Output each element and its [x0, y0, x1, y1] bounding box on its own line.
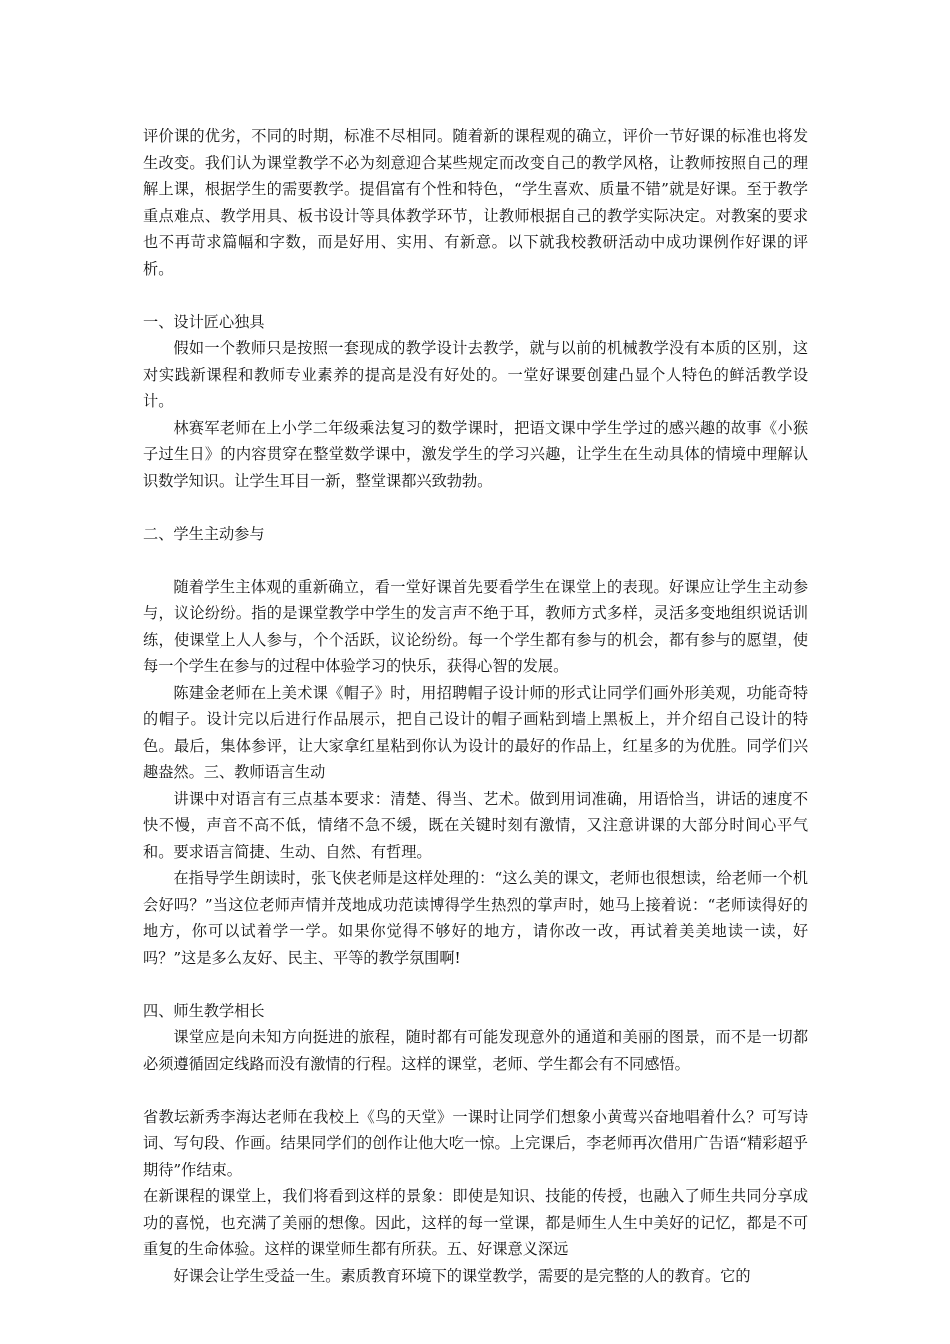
blank-line: [143, 547, 808, 574]
section1-paragraph-1: 假如一个教师只是按照一套现成的教学设计去教学，就与以前的机械教学没有本质的区别，这对实践新课程和教师专业素养的提高是没有好处的。一堂好课要创建凸显个人特色的鲜活教学设计。: [143, 339, 808, 410]
section2-paragraph-1: 随着学生主体观的重新确立，看一堂好课首先要看学生在课堂上的表现。好课应让学生主动参与，议论纷纷。指的是课堂教学中学生的发言声不绝于耳，教师方式多样，灵活多变地组织说话训练，使课堂上人人参与，个个活跃，议论纷纷。每一个学生都有参与的机会，都有参与的愿望，使每一个学生在参与的过程中体验学习的快乐，获得心智的发展。: [143, 577, 808, 675]
blank-line: [143, 971, 808, 998]
section4-paragraph-3: 在新课程的课堂上，我们将看到这样的景象：即使是知识、技能的传授，也融入了师生共同分享成功的喜悦，也充满了美丽的想像。因此，这样的每一堂课，都是师生人生中美好的记忆，都是不可重复的生命体验。这样的课堂师生都有所获。五、好课意义深远: [143, 1187, 808, 1258]
section1-paragraph-2: 林赛军老师在上小学二年级乘法复习的数学课时，把语文课中学生学过的感兴趣的故事《小猴子过生日》的内容贯穿在整堂数学课中，激发学生的学习兴趣，让学生在生动具体的情境中理解认识数学知识。让学生耳目一新，整堂课都兴致勃勃。: [143, 418, 808, 490]
section-heading-4: 四、师生教学相长: [143, 1001, 265, 1020]
section2-paragraph-2: 陈建金老师在上美术课《帽子》时，用招聘帽子设计师的形式让同学们画外形美观，功能奇特的帽子。设计完以后进行作品展示，把自己设计的帽子画粘到墙上黑板上，并介绍自己设计的特色。最后，集体参评，让大家拿红星粘到你认为设计的最好的作品上，红星多的为优胜。同学们兴趣盎然。三、教师语言生动: [143, 683, 808, 781]
section3-paragraph-1: 讲课中对语言有三点基本要求：清楚、得当、艺术。做到用词准确，用语恰当，讲话的速度不快不慢，声音不高不低，情绪不急不缓，既在关键时刻有激情，又注意讲课的大部分时间心平气和。要求语言简捷、生动、自然、有哲理。: [143, 789, 808, 861]
blank-line: [143, 1077, 808, 1104]
document-page: [143, 123, 808, 1289]
section-heading-1: 一、设计匠心独具: [143, 312, 265, 331]
intro-paragraph: 评价课的优劣，不同的时期，标准不尽相同。随着新的课程观的确立，评价一节好课的标准也将发生改变。我们认为课堂教学不必为刻意迎合某些规定而改变自己的教学风格，让教师按照自己的理解上课，根据学生的需要教学。提倡富有个性和特色，“学生喜欢、质量不错”就是好课。至于教学重点难点、教学用具、板书设计等具体教学环节，让教师根据自己的教学实际决定。对教案的要求也不再苛求篇幅和字数，而是好用、实用、有新意。以下就我校教研活动中成功课例作好课的评析。: [143, 127, 808, 278]
section4-paragraph-1: 课堂应是向未知方向挺进的旅程，随时都有可能发现意外的通道和美丽的图景，而不是一切都必须遵循固定线路而没有激情的行程。这样的课堂，老师、学生都会有不同感悟。: [143, 1028, 808, 1073]
section4-paragraph-2: 省教坛新秀李海达老师在我校上《鸟的天堂》一课时让同学们想象小黄莺兴奋地唱着什么？可写诗词、写句段、作画。结果同学们的创作让他大吃一惊。上完课后，李老师再次借用广告语“精彩超乎期待”作结束。: [143, 1107, 808, 1179]
blank-line: [143, 494, 808, 521]
blank-line: [143, 282, 808, 309]
section3-paragraph-2: 在指导学生朗读时，张飞侠老师是这样处理的：“这么美的课文，老师也很想读，给老师一个机会好吗？”当这位老师声情并茂地成功范读博得学生热烈的掌声时，她马上接着说：“老师读得好的地方，你可以试着学一学。如果你觉得不够好的地方，请你改一改，再试着美美地读一读，好吗？”这是多么友好、民主、平等的教学氛围啊!: [143, 869, 808, 967]
section-heading-2: 二、学生主动参与: [143, 524, 265, 543]
section5-paragraph-1: 好课会让学生受益一生。素质教育环境下的课堂教学，需要的是完整的人的教育。它的: [173, 1266, 751, 1285]
